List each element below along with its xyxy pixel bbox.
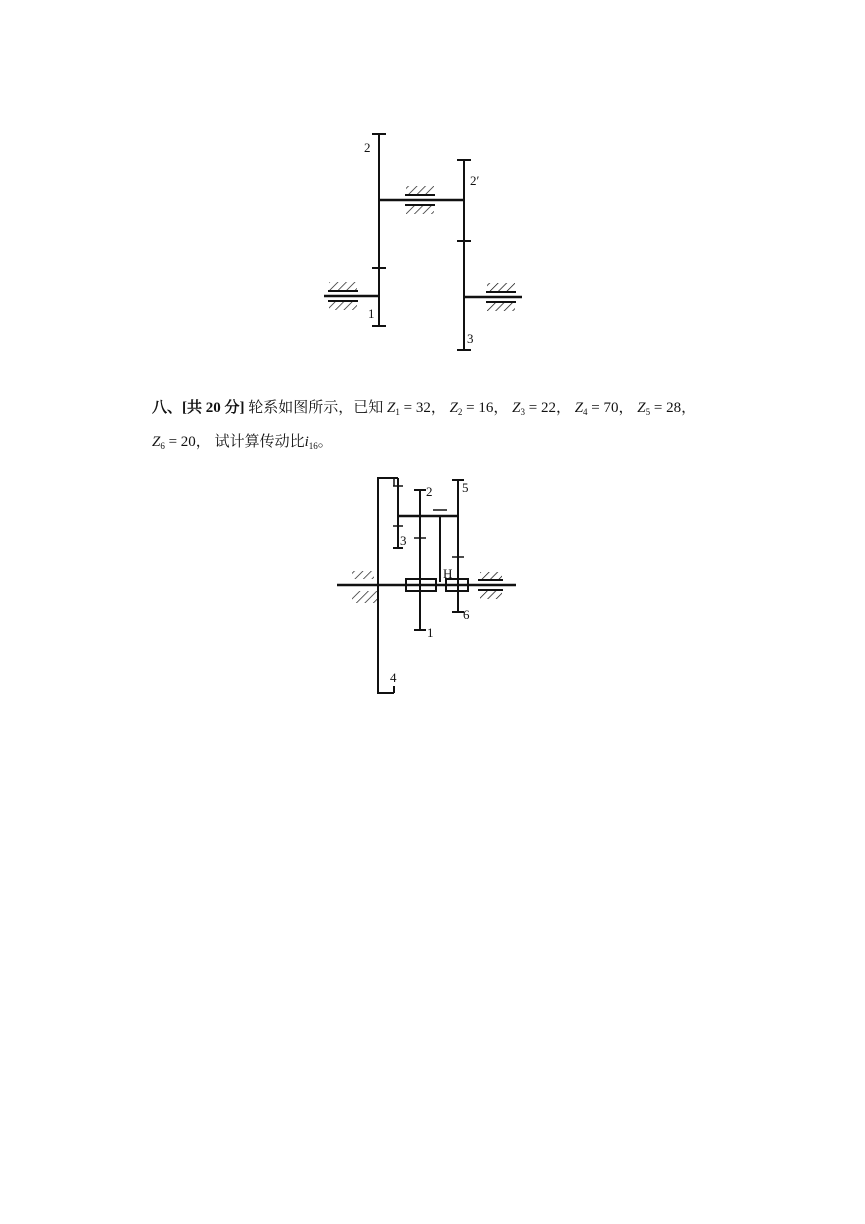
ratio-sub: 16 <box>308 441 318 451</box>
z3-sub: 3 <box>520 407 525 417</box>
bearing-left <box>352 571 378 603</box>
problem-intro: 轮系如图所示，已知 <box>248 400 384 416</box>
label-carrier-h: H <box>443 566 453 581</box>
z3-symbol: Z <box>512 400 521 416</box>
z5-sub: 5 <box>645 407 651 417</box>
label-gear-3: 3 <box>400 533 407 548</box>
z6-symbol: Z <box>152 434 161 450</box>
z6-value: = 20， <box>164 434 211 450</box>
label-gear-6: 6 <box>463 607 470 622</box>
label-gear-1: 1 <box>427 625 434 640</box>
label-gear-2: 2 <box>364 140 371 155</box>
z1-symbol: Z <box>387 400 396 416</box>
z4-sub: 4 <box>583 407 588 417</box>
z5-symbol: Z <box>637 400 646 416</box>
z5-value: = 28， <box>650 400 697 416</box>
label-gear-2-prime: 2′ <box>470 173 480 188</box>
z2-value: = 16， <box>462 400 509 416</box>
label-gear-4: 4 <box>390 670 397 685</box>
label-gear-3: 3 <box>467 331 474 346</box>
z1-sub: 1 <box>395 407 400 417</box>
problem-question: 试计算传动比 <box>214 434 305 450</box>
z6-sub: 6 <box>160 441 165 451</box>
ratio-symbol: i <box>304 434 309 450</box>
z4-value: = 70， <box>587 400 634 416</box>
label-gear-2: 2 <box>426 484 433 499</box>
z2-symbol: Z <box>449 400 458 416</box>
end-mark: 。 <box>317 434 333 450</box>
z2-sub: 2 <box>457 407 463 417</box>
label-gear-5: 5 <box>462 480 469 495</box>
z3-value: = 22， <box>524 400 571 416</box>
z4-symbol: Z <box>574 400 584 416</box>
label-gear-1: 1 <box>368 306 375 321</box>
z1-value: = 32， <box>399 400 446 416</box>
problem-heading: 八、[共 20 分] <box>152 400 245 416</box>
